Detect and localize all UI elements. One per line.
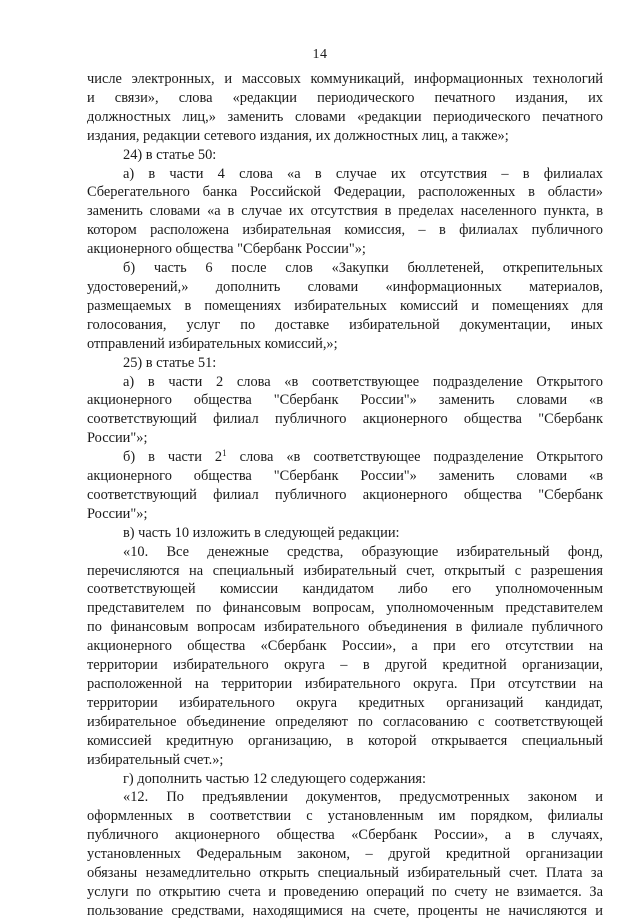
text-line (87, 618, 603, 637)
text-line-content: а) в части 2 слова «в соответствующее подразделение Открытого (123, 373, 603, 390)
text-line-content: соответствующей комиссии кандидатом либо его уполномоченным (87, 581, 603, 598)
text-line-content: услуги по открытию счета и проведению операций по счету не взимается. За (87, 883, 603, 900)
page-number: 14 (312, 47, 328, 62)
text-line-content: акционерного общества "Сбербанк России"» заменить словами «в (87, 392, 603, 409)
text-line (87, 467, 603, 486)
text-line-content: числе электронных, и массовых коммуникаций, информационных технологий (87, 71, 603, 87)
text-line-content: акционерного общества "Сбербанк России"» заменить словами «в (87, 468, 603, 485)
text-line (87, 807, 603, 826)
text-line-content: и связи», слова «редакции периодического печатного издания, их (87, 89, 603, 106)
text-line (87, 486, 603, 505)
text-line-content: акционерного общества «Сбербанк России», а при его отсутствии на (87, 638, 603, 655)
text-line (87, 354, 603, 373)
text-line-content: б) часть 6 после слов «Закупки бюллетеней, открепительных (123, 260, 603, 277)
superscript: 1 (222, 448, 227, 459)
text-line-content: 25) в статье 51: (123, 354, 217, 371)
text-line-content: отправлений избирательных комиссий,»; (87, 335, 338, 352)
text-line-content: б) в части 2 (123, 449, 223, 466)
text-line (87, 297, 603, 316)
text-line (87, 108, 603, 127)
text-line-content: оформленных в соответствии с установленным им порядком, филиалы (87, 808, 603, 825)
text-line (87, 656, 603, 675)
text-line (87, 391, 603, 410)
text-line-content: Сберегательного банка Российской Федерации, расположенных в области» (87, 184, 603, 201)
text-line (87, 183, 603, 202)
text-line (87, 221, 603, 240)
text-line-content: слова «в соответствующее подразделение Открытого (226, 449, 604, 466)
text-line-content: должностных лиц,» заменить словами «редакции периодического печатного (87, 108, 603, 125)
text-line (87, 278, 603, 297)
text-line (87, 524, 603, 543)
text-line-content: в) часть 10 изложить в следующей редакции: (123, 524, 400, 541)
text-line-content: расположенной на территории избирательного округа. При отсутствии на (87, 676, 603, 692)
text-line-content: представителем по финансовым вопросам, уполномоченным представителем (87, 600, 603, 617)
text-line (87, 335, 603, 354)
text-line-content: заменить словами «а в случае их отсутствия в пределах населенного пункта, в (87, 203, 603, 220)
text-line-content: территории избирательного округа кредитных организаций кандидат, (87, 694, 603, 711)
text-line-content: обязаны незамедлительно открыть специальный избирательный счет. Плата за (87, 865, 603, 882)
text-line-content: по финансовым вопросам избирательного объединения в филиале публичного (87, 619, 603, 636)
text-line-content: избирательный счет.»; (87, 751, 224, 768)
text-line (87, 146, 603, 165)
text-line (87, 864, 603, 883)
text-line (87, 165, 603, 184)
text-line (87, 259, 603, 278)
text-line (87, 713, 603, 732)
text-line (87, 732, 603, 751)
text-line (87, 505, 603, 524)
text-line-content: комиссией кредитную организацию, в которой открывается специальный (87, 732, 603, 749)
text-line (87, 240, 603, 259)
text-line-content: пользование средствами, находящимися на счете, проценты не начисляются и (87, 902, 603, 919)
text-line-content: г) дополнить частью 12 следующего содержания: (123, 770, 427, 787)
text-line (87, 694, 603, 713)
text-line (87, 883, 603, 902)
text-line (87, 788, 603, 807)
text-line (87, 448, 603, 467)
text-line (87, 127, 603, 146)
text-line (87, 751, 603, 770)
text-line-content: территории избирательного округа – в другой кредитной организации, (87, 657, 603, 674)
text-line-content: публичного акционерного общества «Сбербанк России», а в случаях, (87, 827, 603, 844)
text-line (87, 202, 603, 221)
text-line (87, 70, 603, 89)
text-line (87, 562, 603, 581)
document-body (87, 70, 603, 921)
text-line (87, 580, 603, 599)
text-line-content: России"»; (87, 430, 148, 447)
text-line-content: 24) в статье 50: (123, 146, 217, 163)
text-line (87, 770, 603, 789)
text-line (87, 410, 603, 429)
text-line (87, 373, 603, 392)
text-line-content: акционерного общества "Сбербанк России"»; (87, 241, 366, 258)
text-line (87, 675, 603, 694)
text-line-content: «10. Все денежные средства, образующие избирательный фонд, (123, 543, 603, 560)
text-line (87, 826, 603, 845)
text-line-content: перечисляются на специальный избирательный счет, открытый с разрешения (87, 562, 603, 579)
text-line-content: удостоверений,» дополнить словами «информационных материалов, (87, 278, 603, 295)
text-line (87, 316, 603, 335)
text-line-content: размещаемых в помещениях избирательных комиссий и помещениях для (87, 297, 603, 314)
text-line-content: «12. По предъявлении документов, предусмотренных законом и (123, 789, 603, 806)
text-line (87, 845, 603, 864)
text-line-content: избирательное объединение определяют по согласованию с соответствующей (87, 713, 603, 730)
text-line-content: издания, редакции сетевого издания, их должностных лиц, а также»; (87, 127, 509, 144)
text-line-content: России"»; (87, 505, 148, 522)
text-line-content: соответствующий филиал публичного акционерного общества "Сбербанк (87, 411, 603, 428)
text-line (87, 429, 603, 448)
text-line-content: а) в части 4 слова «а в случае их отсутствия – в филиалах (123, 165, 603, 182)
text-line-content: соответствующий филиал публичного акционерного общества "Сбербанк (87, 486, 603, 503)
text-line (87, 637, 603, 656)
text-line (87, 89, 603, 108)
text-line-content: установленных Федеральным законом, – другой кредитной организации (87, 846, 603, 863)
text-line (87, 543, 603, 562)
text-line-content: котором расположена избирательная комиссия, – в филиалах публичного (87, 222, 603, 239)
text-line-content: голосования, услуг по доставке избирательной документации, иных (87, 316, 603, 333)
text-line (87, 599, 603, 618)
